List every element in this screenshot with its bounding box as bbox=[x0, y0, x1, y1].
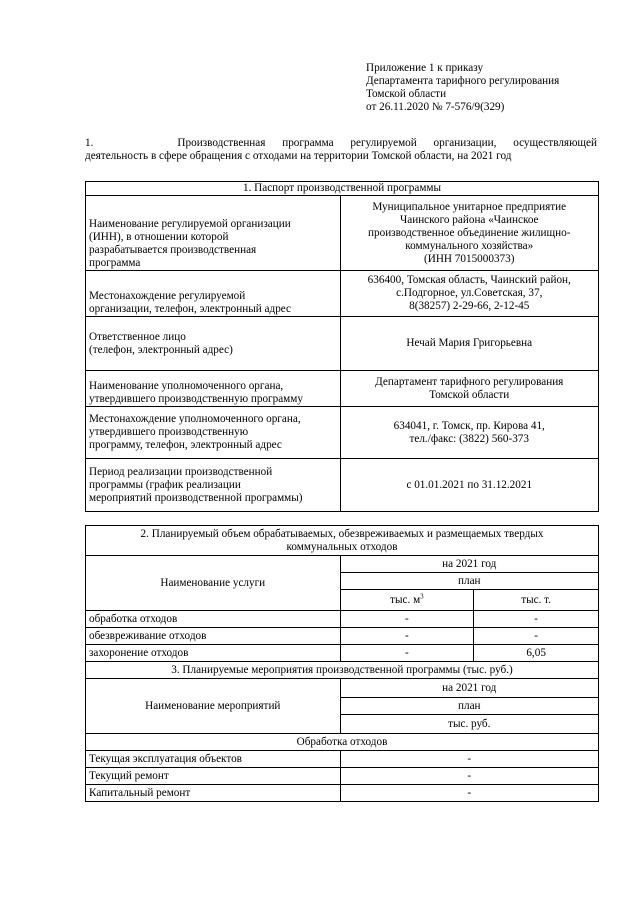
value-t: - bbox=[474, 611, 599, 628]
order-header-line: Департамента тарифного регулирования bbox=[366, 75, 560, 87]
measures-unit-header: тыс. руб. bbox=[340, 715, 598, 734]
service-name: захоронение отходов bbox=[86, 645, 341, 662]
passport-row bbox=[86, 196, 599, 271]
measure-value: - bbox=[340, 751, 598, 768]
table-row bbox=[86, 768, 599, 785]
volume-title: 2. Планируемый объем обрабатываемых, обезвреживаемых и размещаемых твердых коммунальных отходов bbox=[86, 526, 599, 556]
passport-label: Ответственное лицо (телефон, электронный адрес) bbox=[86, 317, 341, 371]
plan-header: план bbox=[340, 573, 598, 590]
measure-value: - bbox=[340, 768, 598, 785]
service-name: обезвреживание отходов bbox=[86, 628, 341, 645]
measures-name-header: Наименование мероприятий bbox=[86, 679, 341, 734]
program-intro bbox=[85, 137, 597, 163]
measures-section-title: Обработка отходов bbox=[86, 734, 599, 751]
order-header-line: Томской области bbox=[366, 88, 447, 100]
value-t: - bbox=[474, 628, 599, 645]
value-m3: - bbox=[340, 645, 474, 662]
measures-year-header: на 2021 год bbox=[340, 679, 598, 698]
order-header-line: от 26.11.2020 № 7-576/9(329) bbox=[366, 101, 505, 113]
table-row bbox=[86, 611, 599, 628]
unit-m3-header: тыс. $м^3$ bbox=[340, 590, 474, 611]
measure-value: - bbox=[340, 785, 598, 802]
passport-value: 636400, Томская область, Чаинский район, с.Подгорное, ул.Советская, 37, 8(38257) 2-29-66, 2-12-45 bbox=[340, 271, 599, 317]
measure-name: Капитальный ремонт bbox=[86, 785, 341, 802]
measure-name: Текущая эксплуатация объектов bbox=[86, 751, 341, 768]
intro-line: 1. Производственная программа регулируемой организации, осуществляющей bbox=[85, 137, 597, 149]
order-header bbox=[366, 62, 636, 114]
table-row bbox=[86, 751, 599, 768]
service-header: Наименование услуги bbox=[86, 556, 341, 611]
passport-label: Период реализации производственной программы (график реализации мероприятий производственной программы) bbox=[86, 459, 341, 512]
table-row bbox=[86, 785, 599, 802]
passport-value: Муниципальное унитарное предприятие Чаинского района «Чаинское производственное объединение жилищно- коммунального хозяйства» (ИНН 7015000373) bbox=[340, 196, 599, 271]
passport-value: Департамент тарифного регулирования Томской области bbox=[340, 371, 599, 407]
passport-value: 634041, г. Томск, пр. Кирова 41, тел./факс: (3822) 560-373 bbox=[340, 407, 599, 459]
measure-name: Текущий ремонт bbox=[86, 768, 341, 785]
year-header: на 2021 год bbox=[340, 556, 598, 573]
value-t: 6,05 bbox=[474, 645, 599, 662]
value-m3: - bbox=[340, 611, 474, 628]
passport-table bbox=[85, 181, 599, 512]
passport-value: с 01.01.2021 по 31.12.2021 bbox=[340, 459, 599, 512]
order-header-line: Приложение 1 к приказу bbox=[366, 62, 484, 74]
service-name: обработка отходов bbox=[86, 611, 341, 628]
passport-label: Наименование регулируемой организации (ИНН), в отношении которой разрабатывается производственная программа bbox=[86, 196, 341, 271]
passport-label: Местонахождение регулируемой организации, телефон, электронный адрес bbox=[86, 271, 341, 317]
unit-t-header: тыс. т. bbox=[474, 590, 599, 611]
passport-row bbox=[86, 407, 599, 459]
intro-line: деятельность в сфере обращения с отходами на территории Томской области, на 2021 год bbox=[85, 150, 512, 162]
table-row bbox=[86, 645, 599, 662]
passport-label: Наименование уполномоченного органа, утвердившего производственную программу bbox=[86, 371, 341, 407]
passport-value: Нечай Мария Григорьевна bbox=[340, 317, 599, 371]
volume-table bbox=[85, 525, 599, 802]
passport-title: 1. Паспорт производственной программы bbox=[86, 182, 599, 196]
table-row bbox=[86, 628, 599, 645]
passport-label: Местонахождение уполномоченного органа, утвердившего производственную программу, телефон, электронный адрес bbox=[86, 407, 341, 459]
measures-title: 3. Планируемые мероприятия производственной программы (тыс. руб.) bbox=[86, 662, 599, 679]
passport-row bbox=[86, 459, 599, 512]
value-m3: - bbox=[340, 628, 474, 645]
passport-row bbox=[86, 271, 599, 317]
passport-row bbox=[86, 371, 599, 407]
measures-plan-header: план bbox=[340, 698, 598, 715]
passport-row bbox=[86, 317, 599, 371]
